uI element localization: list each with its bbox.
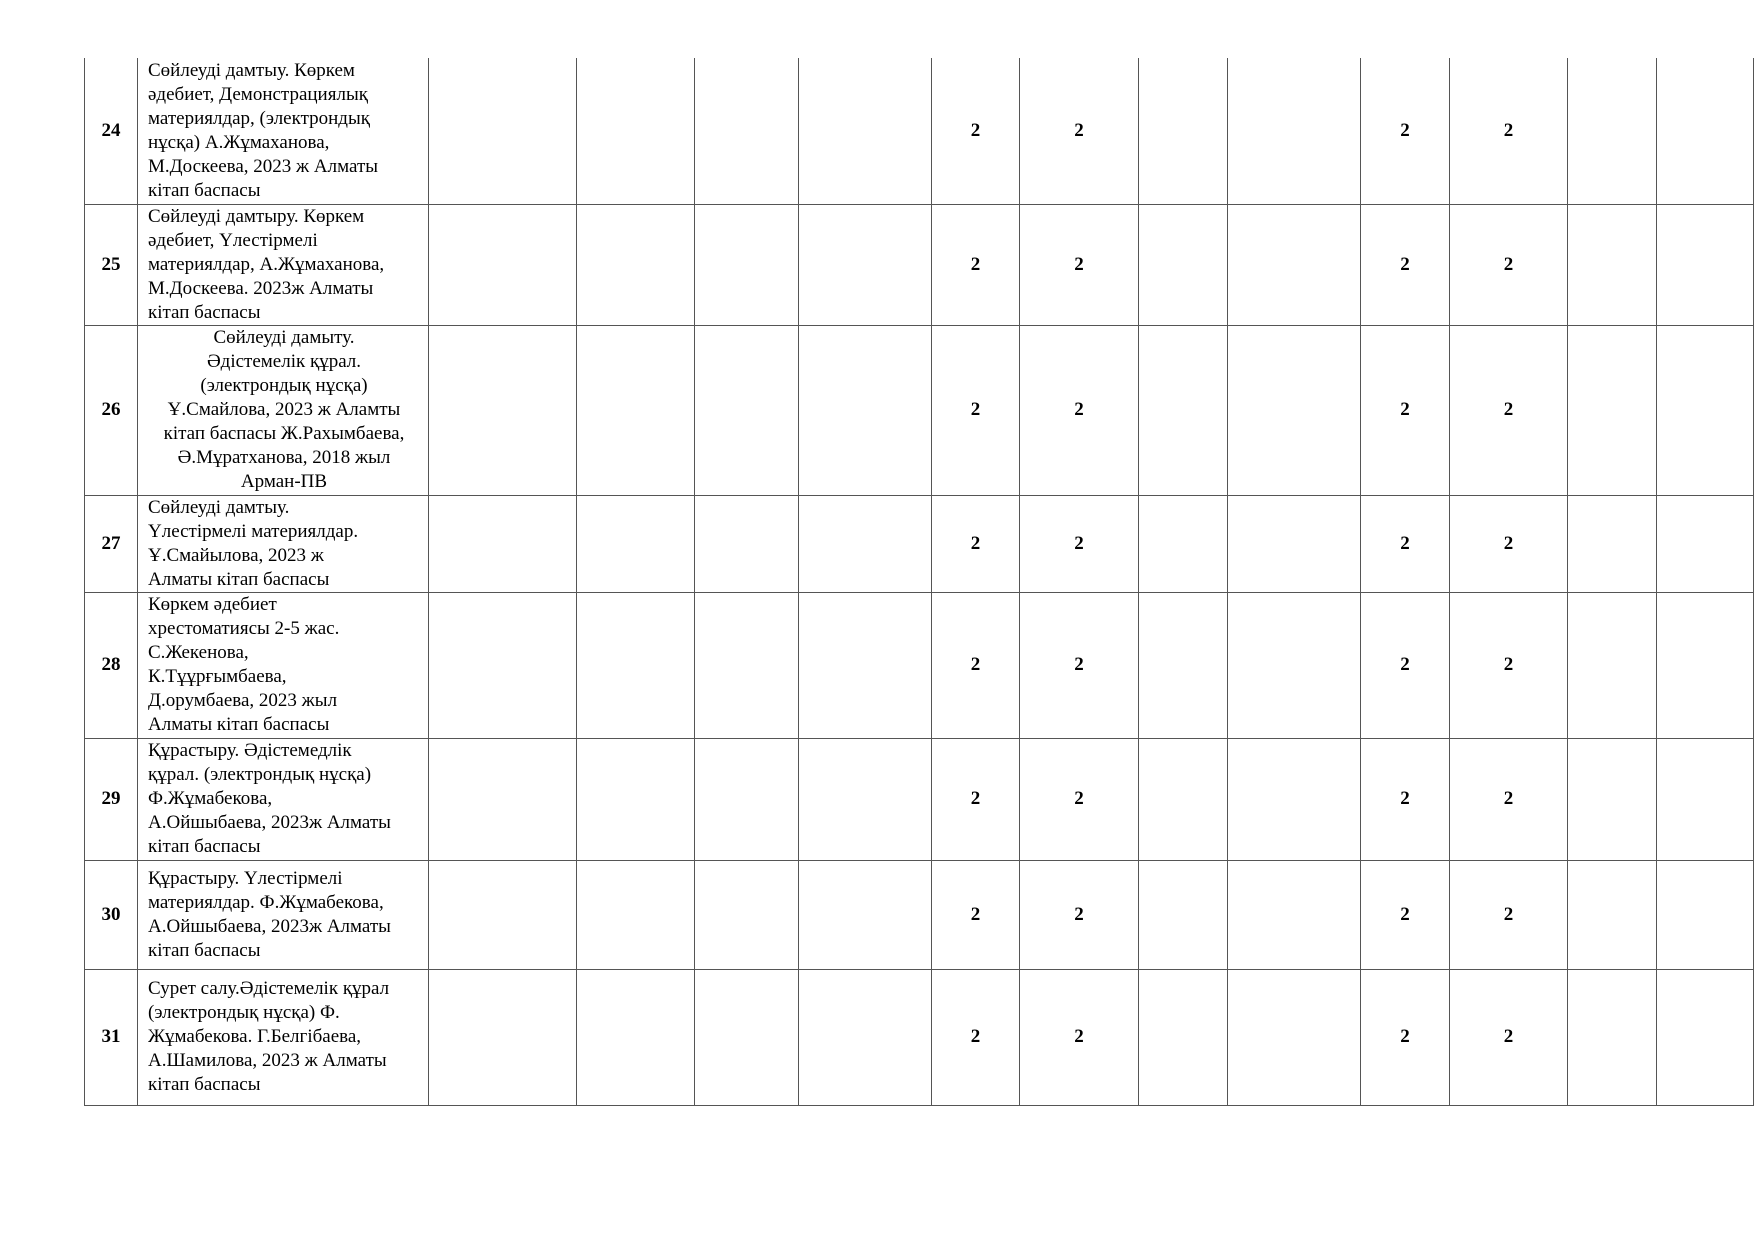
quantity-cell [577, 738, 695, 860]
quantity-cell [429, 495, 577, 592]
quantity-cell [1139, 860, 1228, 969]
quantity-cell [1139, 204, 1228, 325]
quantity-cell: 2 [1450, 860, 1568, 969]
quantity-cell [695, 860, 799, 969]
quantity-cell [577, 58, 695, 204]
quantity-cell: 2 [1450, 204, 1568, 325]
quantity-cell: 2 [1450, 495, 1568, 592]
quantity-cell [1228, 325, 1361, 495]
quantity-cell: 2 [1020, 204, 1139, 325]
quantity-cell [695, 738, 799, 860]
quantity-cell: 2 [1020, 325, 1139, 495]
quantity-cell: 2 [1361, 58, 1450, 204]
quantity-cell [577, 592, 695, 738]
quantity-cell [429, 860, 577, 969]
quantity-cell [695, 495, 799, 592]
quantity-cell: 2 [1450, 969, 1568, 1105]
quantity-cell [1139, 592, 1228, 738]
quantity-cell [1228, 204, 1361, 325]
quantity-cell: 2 [932, 58, 1020, 204]
quantity-cell [799, 738, 932, 860]
row-number: 29 [85, 738, 138, 860]
row-number: 25 [85, 204, 138, 325]
quantity-cell [799, 592, 932, 738]
quantity-cell: 2 [932, 204, 1020, 325]
quantity-cell [1568, 58, 1657, 204]
row-number: 28 [85, 592, 138, 738]
material-description: Сөйлеуді дамтыу. Үлестірмелі материялдар. Ұ.Смайылова, 2023 ж Алматы кітап баспасы [138, 495, 429, 592]
material-description: Көркем әдебиет хрестоматиясы 2-5 жас. С.Жекенова, К.Тұұрғымбаева, Д.орумбаева, 2023 жыл Алматы кітап баспасы [138, 592, 429, 738]
row-number: 30 [85, 860, 138, 969]
row-number: 24 [85, 58, 138, 204]
quantity-cell: 2 [932, 860, 1020, 969]
quantity-cell [1657, 325, 1754, 495]
quantity-cell [577, 969, 695, 1105]
quantity-cell [1657, 860, 1754, 969]
quantity-cell [577, 860, 695, 969]
quantity-cell [695, 325, 799, 495]
quantity-cell [1568, 204, 1657, 325]
quantity-cell [429, 592, 577, 738]
table-row [85, 969, 1754, 1105]
row-number: 31 [85, 969, 138, 1105]
quantity-cell [1139, 738, 1228, 860]
quantity-cell [429, 325, 577, 495]
quantity-cell [1657, 592, 1754, 738]
quantity-cell [1657, 495, 1754, 592]
quantity-cell [695, 204, 799, 325]
quantity-cell [429, 204, 577, 325]
quantity-cell [1228, 860, 1361, 969]
quantity-cell: 2 [1450, 738, 1568, 860]
quantity-cell [1139, 495, 1228, 592]
quantity-cell: 2 [1450, 325, 1568, 495]
quantity-cell [695, 592, 799, 738]
quantity-cell [1228, 738, 1361, 860]
quantity-cell [1568, 969, 1657, 1105]
quantity-cell [799, 58, 932, 204]
quantity-cell [429, 738, 577, 860]
quantity-cell: 2 [932, 325, 1020, 495]
table-row [85, 58, 1754, 204]
quantity-cell [799, 969, 932, 1105]
table-row [85, 592, 1754, 738]
quantity-cell: 2 [1361, 969, 1450, 1105]
table-body [85, 58, 1754, 1105]
quantity-cell [429, 58, 577, 204]
quantity-cell: 2 [932, 495, 1020, 592]
quantity-cell: 2 [1361, 495, 1450, 592]
quantity-cell: 2 [932, 592, 1020, 738]
quantity-cell [799, 495, 932, 592]
quantity-cell [577, 495, 695, 592]
quantity-cell [1139, 969, 1228, 1105]
table-row [85, 325, 1754, 495]
quantity-cell [1228, 58, 1361, 204]
quantity-cell: 2 [1361, 592, 1450, 738]
material-description: Сурет салу.Әдістемелік құрал (электрондық нұсқа) Ф. Жұмабекова. Г.Белгібаева, А.Шамилова, 2023 ж Алматы кітап баспасы [138, 969, 429, 1105]
quantity-cell: 2 [1020, 738, 1139, 860]
table-row [85, 738, 1754, 860]
table-row [85, 204, 1754, 325]
quantity-cell [1568, 592, 1657, 738]
quantity-cell: 2 [1020, 592, 1139, 738]
quantity-cell: 2 [932, 969, 1020, 1105]
table-row [85, 860, 1754, 969]
quantity-cell [799, 860, 932, 969]
quantity-cell [799, 204, 932, 325]
quantity-cell [1228, 969, 1361, 1105]
quantity-cell [1657, 204, 1754, 325]
quantity-cell: 2 [1020, 860, 1139, 969]
quantity-cell [1568, 860, 1657, 969]
material-description: Құрастыру. Әдістемедлік құрал. (электрондық нұсқа) Ф.Жұмабекова, А.Ойшыбаева, 2023ж Алматы кітап баспасы [138, 738, 429, 860]
quantity-cell [429, 969, 577, 1105]
quantity-cell: 2 [932, 738, 1020, 860]
quantity-cell [577, 204, 695, 325]
table-row [85, 495, 1754, 592]
quantity-cell [1568, 325, 1657, 495]
quantity-cell: 2 [1020, 58, 1139, 204]
row-number: 26 [85, 325, 138, 495]
material-description: Сөйлеуді дамтыу. Көркем әдебиет, Демонстрациялық материялдар, (электрондық нұсқа) А.Жұмаханова, М.Доскеева, 2023 ж Алматы кітап баспасы [138, 58, 429, 204]
quantity-cell: 2 [1450, 592, 1568, 738]
quantity-cell [1228, 592, 1361, 738]
quantity-cell: 2 [1020, 969, 1139, 1105]
quantity-cell [799, 325, 932, 495]
quantity-cell [1568, 495, 1657, 592]
material-description: Сөйлеуді дамыту. Әдістемелік құрал. (электрондық нұсқа) Ұ.Смайлова, 2023 ж Аламты кітап баспасы Ж.Рахымбаева, Ә.Мұратханова, 2018 жыл Арман-ПВ [138, 325, 429, 495]
quantity-cell [1568, 738, 1657, 860]
materials-table [84, 58, 1754, 1106]
quantity-cell [1139, 325, 1228, 495]
material-description: Сөйлеуді дамтыру. Көркем әдебиет, Үлестірмелі материялдар, А.Жұмаханова, М.Доскеева. 2023ж Алматы кітап баспасы [138, 204, 429, 325]
quantity-cell [1139, 58, 1228, 204]
quantity-cell [1657, 58, 1754, 204]
quantity-cell: 2 [1361, 860, 1450, 969]
quantity-cell [1228, 495, 1361, 592]
quantity-cell [695, 969, 799, 1105]
quantity-cell: 2 [1361, 325, 1450, 495]
quantity-cell: 2 [1361, 204, 1450, 325]
quantity-cell [577, 325, 695, 495]
quantity-cell: 2 [1361, 738, 1450, 860]
quantity-cell [1657, 969, 1754, 1105]
row-number: 27 [85, 495, 138, 592]
quantity-cell [1657, 738, 1754, 860]
quantity-cell [695, 58, 799, 204]
material-description: Құрастыру. Үлестірмелі материялдар. Ф.Жұмабекова, А.Ойшыбаева, 2023ж Алматы кітап баспасы [138, 860, 429, 969]
quantity-cell: 2 [1450, 58, 1568, 204]
quantity-cell: 2 [1020, 495, 1139, 592]
